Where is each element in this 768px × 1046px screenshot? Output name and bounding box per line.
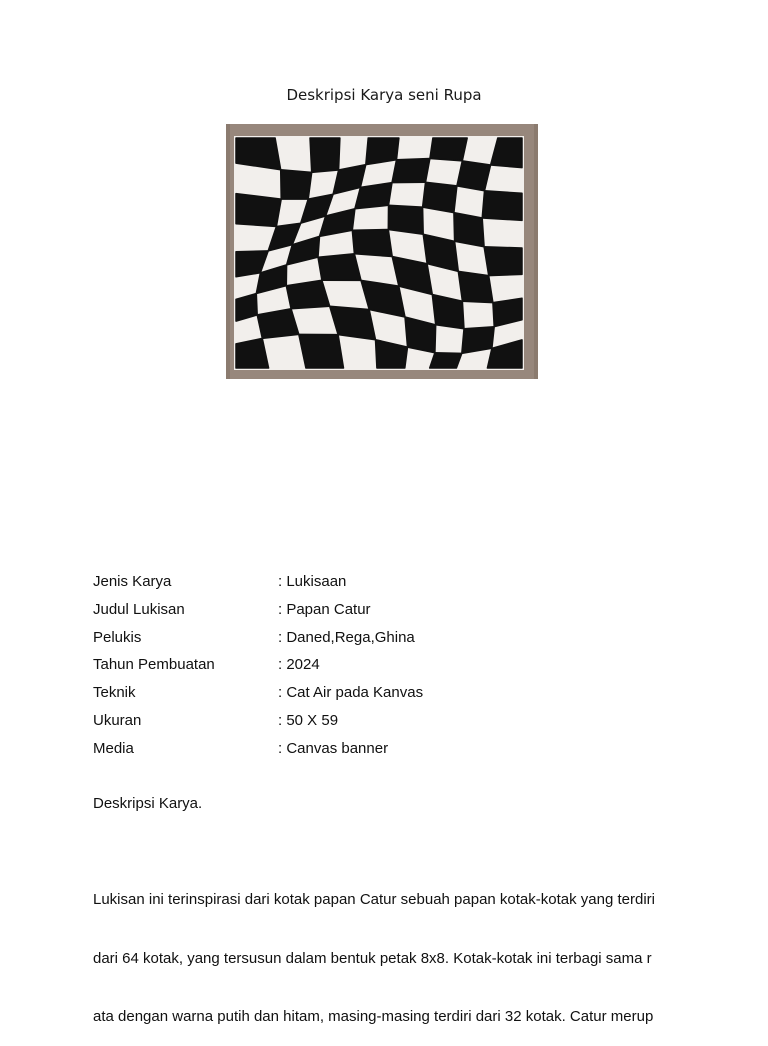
detail-value: : Cat Air pada Kanvas [278, 684, 424, 702]
artwork-photo [226, 124, 538, 379]
detail-value: : 2024 [278, 656, 320, 674]
description-line: Lukisan ini terinspirasi dari kotak papan Catur sebuah papan kotak-kotak yang terdiri [93, 891, 655, 908]
detail-value: : Daned,Rega,Ghina [278, 628, 415, 646]
description-heading: Deskripsi Karya. [93, 795, 203, 812]
painting-black-square [366, 138, 399, 165]
detail-value: : 50 X 59 [278, 711, 339, 729]
description-line: ata dengan warna putih dan hitam, masing-masing terdiri dari 32 kotak. Catur merup [93, 1008, 654, 1025]
detail-value: : Papan Catur [278, 600, 371, 618]
detail-label: Tahun Pembuatan [93, 656, 215, 674]
painting-black-square [484, 247, 522, 276]
detail-label: Ukuran [93, 711, 142, 729]
detail-row [93, 600, 423, 628]
detail-row [93, 711, 423, 739]
detail-label: Jenis Karya [93, 573, 172, 590]
painting-black-square [281, 170, 312, 199]
painting-black-square [286, 280, 329, 309]
painting-black-square [482, 191, 522, 221]
painting-black-square [457, 161, 491, 191]
detail-row [93, 572, 423, 600]
detail-label: Media [93, 739, 134, 757]
painting-black-square [454, 213, 484, 247]
detail-label: Teknik [93, 684, 136, 702]
painting-black-square [388, 205, 423, 234]
painting-black-square [462, 327, 494, 354]
document-title: Deskripsi Karya seni Rupa [286, 86, 482, 104]
detail-label: Judul Lukisan [93, 600, 185, 618]
detail-row [93, 655, 423, 683]
description-line: dari 64 kotak, yang tersusun dalam bentuk petak 8x8. Kotak-kotak ini terbagi sama r [93, 949, 652, 967]
artwork-details [93, 572, 423, 767]
detail-value: : Canvas banner [278, 739, 389, 757]
detail-row [93, 739, 423, 767]
checkerboard-painting-image [226, 124, 538, 379]
detail-row [93, 683, 423, 711]
painting-black-square [352, 230, 392, 257]
painting-black-square [458, 271, 493, 302]
painting-black-square [310, 138, 340, 172]
detail-row [93, 628, 423, 656]
painting-black-square [423, 182, 457, 212]
detail-label: Pelukis [93, 628, 142, 646]
painting-black-square [430, 353, 462, 368]
description-paragraph [93, 851, 683, 1046]
painting-black-square [430, 138, 467, 161]
painting-black-square [257, 309, 299, 339]
painting-black-square [236, 338, 269, 368]
painting-black-square [392, 159, 430, 183]
painting-black-square [236, 194, 281, 227]
detail-value: : Lukisaan [278, 573, 347, 590]
painting-black-square [299, 334, 344, 368]
painting-black-square [318, 254, 361, 281]
